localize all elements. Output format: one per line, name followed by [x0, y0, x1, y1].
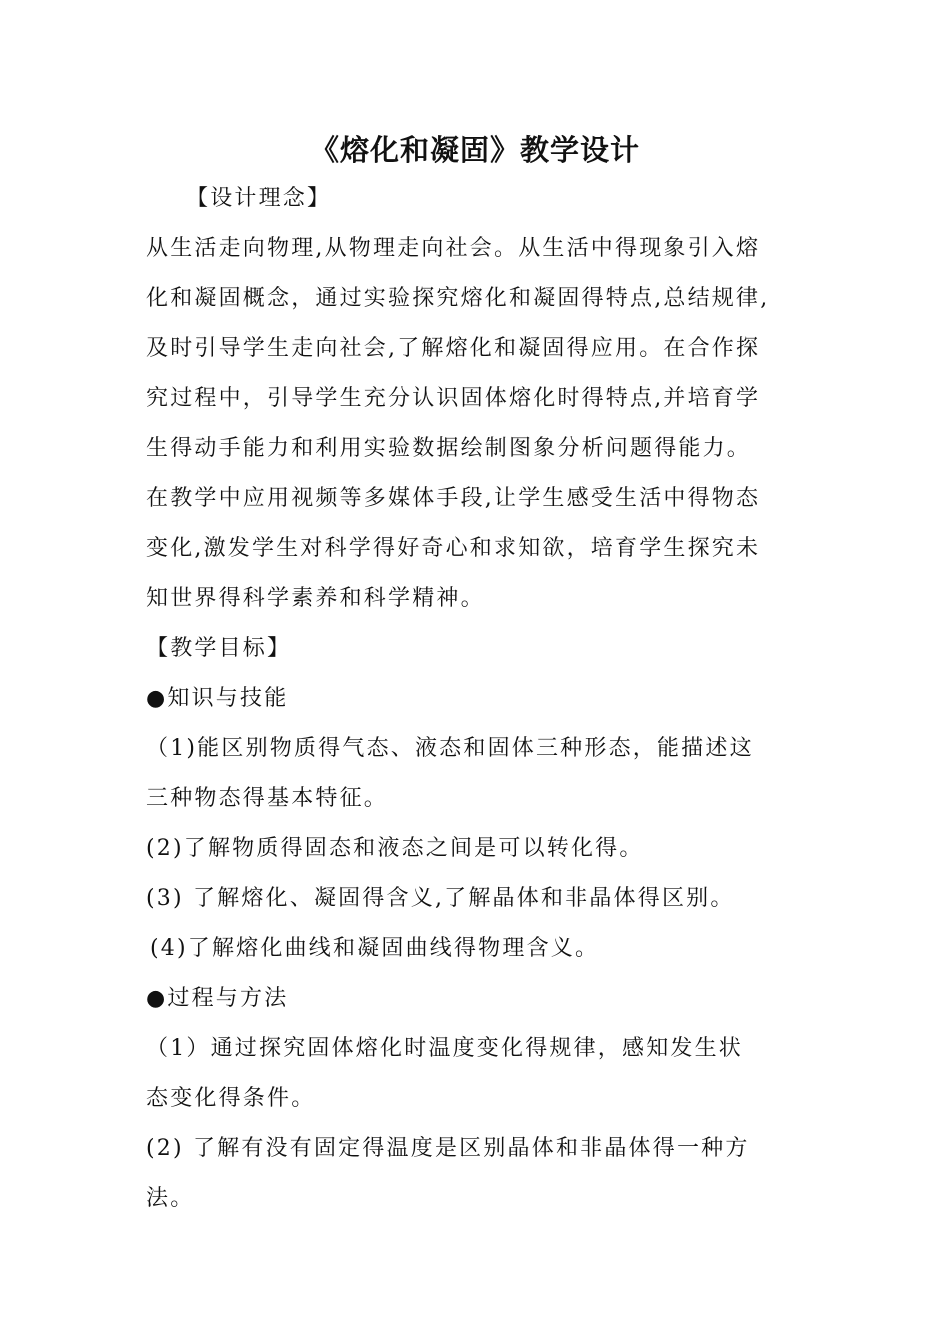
list-item-line: （1）通过探究固体熔化时温度变化得规律，感知发生状	[146, 1036, 743, 1061]
paragraph-line: 化和凝固概念，通过实验探究熔化和凝固得特点,总结规律,	[146, 286, 770, 311]
subsection-heading-knowledge-skills: ●知识与技能	[146, 686, 289, 711]
document-title: 《熔化和凝固》教学设计	[309, 133, 640, 167]
list-item-line: (2)了解物质得固态和液态之间是可以转化得。	[146, 836, 644, 861]
list-item-line: 态变化得条件。	[146, 1086, 316, 1111]
list-item-line: （1)能区别物质得气态、液态和固体三种形态，能描述这	[146, 736, 754, 761]
list-item-line: (2) 了解有没有固定得温度是区别晶体和非晶体得一种方	[146, 1136, 750, 1161]
paragraph-line: 生得动手能力和利用实验数据绘制图象分析问题得能力。	[146, 436, 752, 461]
paragraph-line: 究过程中，引导学生充分认识固体熔化时得特点,并培育学	[146, 386, 761, 411]
subsection-heading-process-method: ●过程与方法	[146, 986, 289, 1011]
section-heading-teaching-goals: 【教学目标】	[146, 636, 292, 661]
list-item-line: (3) 了解熔化、凝固得含义,了解晶体和非晶体得区别。	[146, 886, 735, 911]
paragraph-line: 从生活走向物理,从物理走向社会。从生活中得现象引入熔	[146, 236, 761, 261]
list-item-line: 三种物态得基本特征。	[146, 786, 389, 811]
paragraph-line: 知世界得科学素养和科学精神。	[146, 586, 485, 611]
paragraph-line: 及时引导学生走向社会,了解熔化和凝固得应用。在合作探	[146, 336, 761, 361]
paragraph-line: 在教学中应用视频等多媒体手段,让学生感受生活中得物态	[146, 486, 761, 511]
document-body	[146, 174, 816, 1224]
list-item-line: 法。	[146, 1186, 195, 1211]
paragraph-line: 变化,激发学生对科学得好奇心和求知欲，培育学生探究未	[146, 536, 761, 561]
section-heading-design-concept: 【设计理念】	[186, 186, 332, 211]
list-item-line: (4)了解熔化曲线和凝固曲线得物理含义。	[150, 936, 600, 961]
